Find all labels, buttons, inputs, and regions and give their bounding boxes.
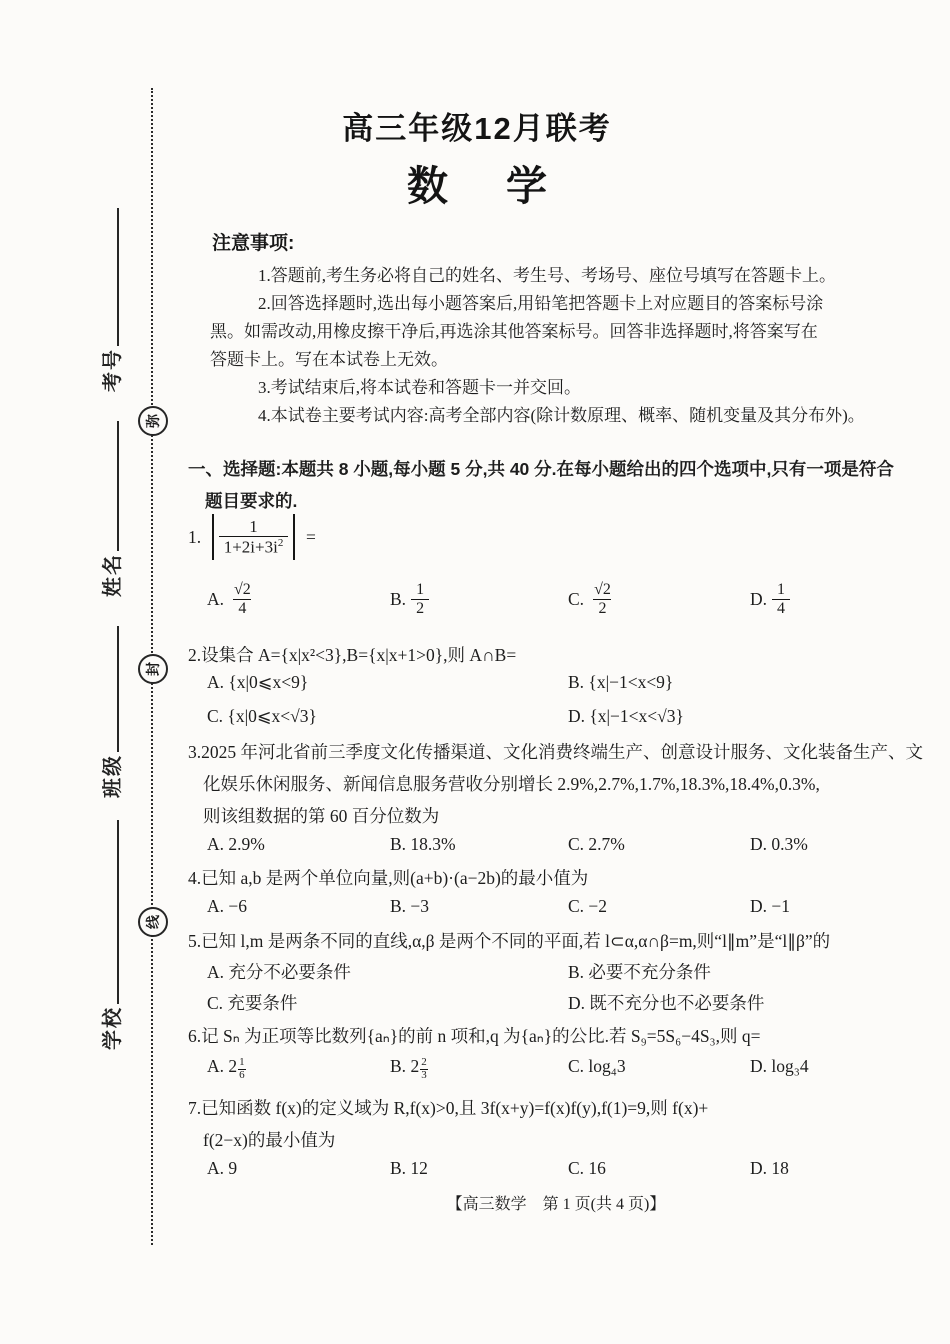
q6-option-c: C. log₄3 <box>568 1056 626 1076</box>
question-7-options <box>185 1158 950 1179</box>
seal-stamp-mi: 弥 <box>138 406 168 436</box>
q1-option-d: D. $\frac{1}{4}$ <box>750 581 950 619</box>
q1-equals: = <box>305 526 316 547</box>
q3-option-d: D. 0.3% <box>750 834 808 854</box>
seal-field-name <box>97 421 123 597</box>
question-4-stem: 4.已知 a,b 是两个单位向量,则(a+b)·(a−2b)的最小值为 <box>188 868 589 888</box>
seal-field-exam-number <box>97 208 123 392</box>
question-5-options-row-2 <box>185 990 950 1015</box>
q1-option-b: B. $\frac{1}{2}$ <box>390 581 568 619</box>
q5-option-d: D. 既不充分也不必要条件 <box>568 993 765 1013</box>
notice-line-4: 答题卡上。写在本试卷上无效。 <box>210 350 448 369</box>
abs-bar-left <box>212 514 214 560</box>
q5-option-c: C. 充要条件 <box>207 993 298 1013</box>
blank-line <box>97 820 119 1004</box>
seal-stamp-feng: 封 <box>138 654 168 684</box>
page-footer: 【高三数学 第 1 页(共 4 页)】 <box>446 1196 666 1213</box>
q6-b-exponent-fraction: $\frac{2}{3}$ <box>421 1056 427 1081</box>
q6-option-d: D. log₃4 <box>750 1056 809 1076</box>
seal-field-school <box>97 820 123 1050</box>
notice-line-5: 3.考试结束后,将本试卷和答题卡一并交回。 <box>258 378 581 397</box>
q3-option-a: A. 2.9% <box>207 834 265 854</box>
q2-option-b: B. {x|−1<x<9} <box>568 672 674 692</box>
question-3-stem-line-3: 则该组数据的第 60 百分位数为 <box>203 806 440 826</box>
blank-line <box>97 208 119 346</box>
page-title: 高三年级12月联考 <box>342 111 612 146</box>
seal-label-exam-number: 考号 <box>102 348 124 392</box>
q7-option-b: B. 12 <box>390 1158 428 1178</box>
question-3-options <box>185 834 950 855</box>
seal-field-class <box>97 626 123 798</box>
subject-char-1: 数 <box>407 163 448 209</box>
question-3-stem-line-2: 化娱乐休闲服务、新闻信息服务营收分别增长 2.9%,2.7%,1.7%,18.3%,18.4%,0.3%, <box>203 774 820 794</box>
question-7-stem-line-1: 7.已知函数 f(x)的定义域为 R,f(x)>0,且 3f(x+y)=f(x)f(y),f(1)=9,则 f(x)+ <box>188 1098 709 1118</box>
q6-option-b: B. 2 $\frac{2}{3}$ <box>390 1056 427 1081</box>
seal-label-class: 班级 <box>102 754 124 798</box>
question-4-options <box>185 896 950 917</box>
question-2-options-row-2 <box>185 706 950 727</box>
q5-option-a: A. 充分不必要条件 <box>207 962 351 982</box>
question-1-stem <box>188 514 316 560</box>
notice-line-2: 2.回答选择题时,选出每小题答案后,用铅笔把答题卡上对应题目的答案标号涂 <box>258 294 824 313</box>
question-2-options-row-1 <box>185 672 950 693</box>
question-5-options-row-1 <box>185 959 950 984</box>
question-5-stem: 5.已知 l,m 是两条不同的直线,α,β 是两个不同的平面,若 l⊂α,α∩β=m,则“l∥m”是“l∥β”的 <box>188 931 831 951</box>
q7-option-a: A. 9 <box>207 1158 238 1178</box>
q5-option-b: B. 必要不充分条件 <box>568 962 711 982</box>
q1-fraction: $\frac{1}{1+2i+3i^2}$ <box>219 517 289 558</box>
q2-option-d: D. {x|−1<x<√3} <box>568 706 684 726</box>
question-2-stem: 2.设集合 A={x|x²<3},B={x|x+1>0},则 A∩B= <box>188 645 517 665</box>
question-1-number: 1. <box>188 526 202 547</box>
q4-option-a: A. −6 <box>207 896 248 916</box>
question-6-stem: 6.记 Sₙ 为正项等比数列{aₙ}的前 n 项和,q 为{aₙ}的公比.若 S₉=5S₆−4S₃,则 q= <box>188 1026 761 1046</box>
q4-option-c: C. −2 <box>568 896 608 916</box>
abs-bar-right <box>293 514 295 560</box>
blank-line <box>97 626 119 752</box>
subject-char-2: 学 <box>506 163 547 209</box>
q4-option-b: B. −3 <box>390 896 430 916</box>
section-1-heading-line-2: 题目要求的. <box>205 491 298 511</box>
seal-label-school: 学校 <box>102 1006 124 1050</box>
content-column <box>185 0 950 1344</box>
q2-option-c: C. {x|0⩽x<√3} <box>207 706 317 726</box>
q7-option-c: C. 16 <box>568 1158 606 1178</box>
q3-option-b: B. 18.3% <box>390 834 456 854</box>
notice-line-1: 1.答题前,考生务必将自己的姓名、考生号、考场号、座位号填写在答题卡上。 <box>258 266 836 285</box>
q6-option-a: A. 2 $\frac{1}{6}$ <box>207 1056 245 1081</box>
seal-stamp-xian: 线 <box>138 907 168 937</box>
q1-option-c: C. $\frac{√2}{2}$ <box>568 581 611 618</box>
question-7-stem-line-2: f(2−x)的最小值为 <box>203 1130 336 1150</box>
notice-line-3: 黑。如需改动,用橡皮擦干净后,再选涂其他答案标号。回答非选择题时,将答案写在 <box>210 322 818 341</box>
q4-option-d: D. −1 <box>750 896 791 916</box>
notice-line-6: 4.本试卷主要考试内容:高考全部内容(除计数原理、概率、随机变量及其分布外)。 <box>258 406 865 425</box>
q7-option-d: D. 18 <box>750 1158 789 1178</box>
blank-line <box>97 421 119 551</box>
seal-label-name: 姓名 <box>102 553 124 597</box>
q2-option-a: A. {x|0⩽x<9} <box>207 672 309 692</box>
q3-option-c: C. 2.7% <box>568 834 625 854</box>
notice-heading: 注意事项: <box>212 233 295 254</box>
question-1-options <box>185 581 950 619</box>
question-6-options <box>185 1056 950 1081</box>
q6-a-exponent-fraction: $\frac{1}{6}$ <box>239 1056 245 1081</box>
q1-option-a: A. $\frac{√2}{4}$ <box>207 581 251 618</box>
question-3-stem-line-1: 3.2025 年河北省前三季度文化传播渠道、文化消费终端生产、创意设计服务、文化装备生产、文 <box>188 742 923 762</box>
section-1-heading-line-1: 一、选择题:本题共 8 小题,每小题 5 分,共 40 分.在每小题给出的四个选项中,只有一项是符合 <box>188 459 894 479</box>
